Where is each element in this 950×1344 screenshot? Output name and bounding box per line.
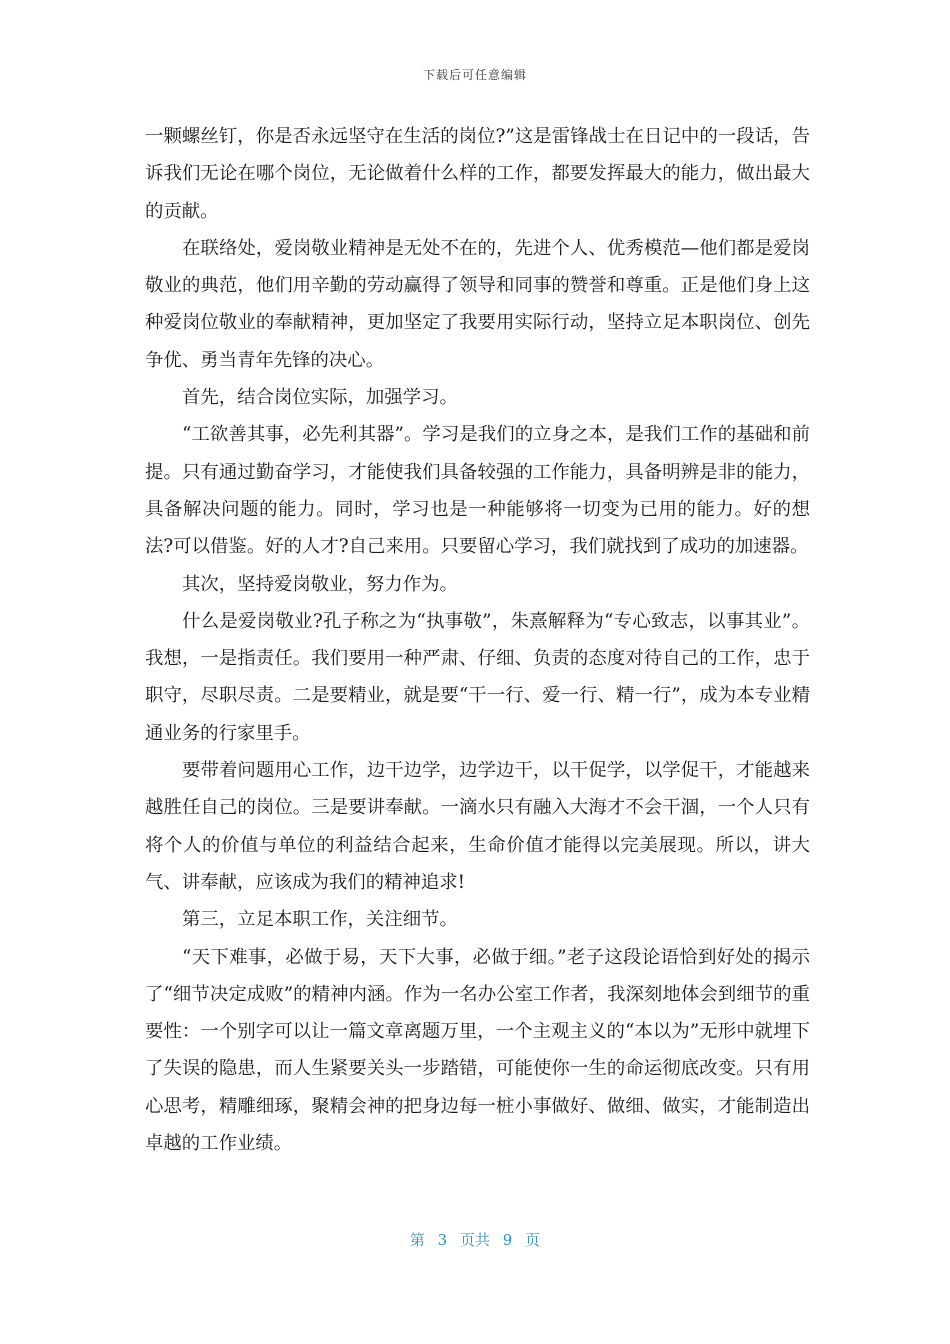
paragraph-7: 要带着问题用心工作，边干边学，边学边干，以干促学，以学促干，才能越来越胜任自己的岗位。三是要讲奉献。一滴水只有融入大海才不会干涸，一个人只有将个人的价值与单位的利益结合起来，生命价值才能得以完美展现。所以，讲大气、讲奉献，应该成为我们的精神追求! — [145, 760, 810, 893]
document-body — [145, 118, 810, 1162]
paragraph-9: “天下难事，必做于易，天下大事，必做于细。”老子这段论语恰到好处的揭示了“细节决定成败”的精神内涵。作为一名办公室工作者，我深刻地体会到细节的重要性：一个别字可以让一篇文章离题万里，一个主观主义的“本以为”无形中就埋下了失误的隐患，而人生紧要关头一步踏错，可能使你一生的命运彻底改变。只有用心思考，精雕细琢，聚精会神的把身边每一桩小事做好、做细、做实，才能制造出卓越的工作业绩。 — [145, 946, 810, 1155]
paragraph-4: “工欲善其事，必先利其器”。学习是我们的立身之本，是我们工作的基础和前提。只有通过勤奋学习，才能使我们具备较强的工作能力，具备明辨是非的能力，具备解决问题的能力。同时，学习也是一种能够将一切变为已用的能力。好的想法?可以借鉴。好的人才?自己来用。只要留心学习，我们就找到了成功的加速器。 — [145, 424, 810, 558]
paragraph-5: 其次，坚持爱岗敬业，努力作为。 — [182, 573, 458, 595]
paragraph-2: 在联络处，爱岗敬业精神是无处不在的，先进个人、优秀模范—他们都是爱岗敬业的典范，他们用辛勤的劳动赢得了领导和同事的赞誉和尊重。正是他们身上这种爱岗位敬业的奉献精神，更加坚定了我要用实际行动，坚持立足本职岗位、创先争优、勇当青年先锋的决心。 — [145, 237, 810, 371]
page-header: 下载后可任意编辑 — [422, 68, 527, 82]
paragraph-8: 第三，立足本职工作，关注细节。 — [182, 909, 458, 931]
paragraph-1: 一颗螺丝钉，你是否永远坚守在生活的岗位?”这是雷锋战士在日记中的一段话，告诉我们无论在哪个岗位，无论做着什么样的工作，都要发挥最大的能力，做出最大的贡献。 — [145, 126, 810, 222]
page-footer: 第 3 页共 9 页 — [409, 1231, 541, 1249]
paragraph-6: 什么是爱岗敬业?孔子称之为“执事敬”，朱熹解释为“专心致志，以事其业”。我想，一是指责任。我们要用一种严肃、仔细、负责的态度对待自己的工作，忠于职守，尽职尽责。二是要精业，就是要“干一行、爱一行、精一行”，成为本专业精通业务的行家里手。 — [145, 610, 810, 744]
paragraph-3: 首先，结合岗位实际，加强学习。 — [182, 387, 458, 409]
